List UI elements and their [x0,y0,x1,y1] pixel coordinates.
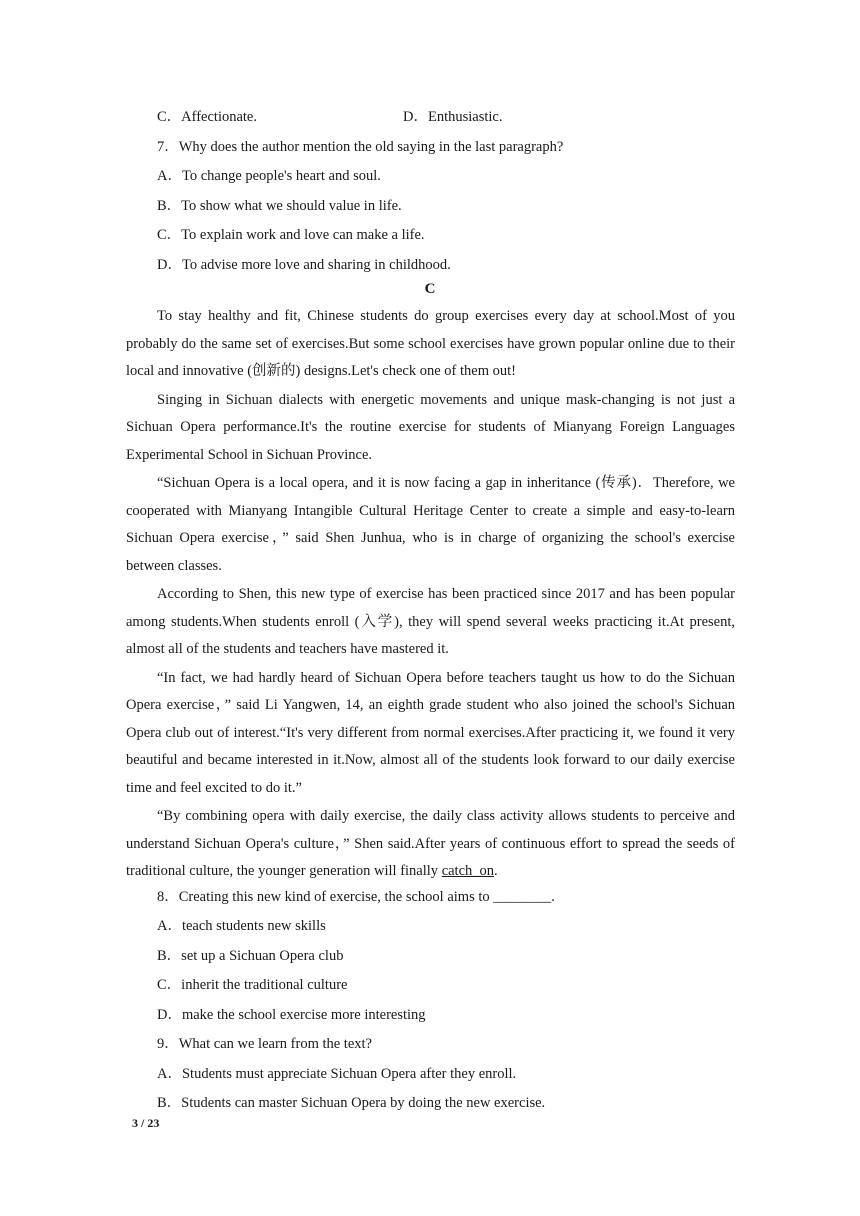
q7-option-d: D．To advise more love and sharing in childhood. [157,257,451,273]
q9-option-b: B．Students can master Sichuan Opera by doing the new exercise. [157,1095,546,1111]
q8-option-d: D．make the school exercise more interesting [157,1007,426,1023]
passage-paragraph-3: “Sichuan Opera is a local opera, and it is now facing a gap in inheritance (传承)．Therefore, we cooperated with Mianyang Intangible Cultural Heritage Center to create a simple and easy-to-learn Sichuan Opera exercise，” said Shen Junhua, who is in charge of organizing the school's exercise between classes. [126,475,735,574]
page-number: 3 / 23 [132,1116,160,1130]
q8-stem: 8．Creating this new kind of exercise, the school aims to ________. [157,889,555,905]
q7-option-a: A．To change people's heart and soul. [157,168,381,184]
passage-paragraph-1: To stay healthy and fit, Chinese students do group exercises every day at school.Most of you probably do the same set of exercises.But some school exercises have grown popular online due to their local and innovative (创新的) designs.Let's check one of them out! [126,308,735,379]
passage-paragraph-6-text: “By combining opera with daily exercise, the daily class activity allows students to perceive and understand Sichuan Opera's culture，” Shen said.After years of continuous effort to spread the seeds of traditional culture, the younger generation will finally [126,808,735,879]
underlined-phrase: catch_on [441,863,495,879]
passage-paragraph-2: Singing in Sichuan dialects with energetic movements and unique mask-changing is not just a Sichuan Opera performance.It's the routine exercise for students of Mianyang Foreign Languages Experimental School in Sichuan Province. [126,391,735,463]
passage-paragraph-6-end: . [494,863,498,879]
q6-option-c: C．Affectionate. [157,109,257,125]
q6-option-d: D．Enthusiastic. [403,109,503,125]
q9-stem: 9．What can we learn from the text? [157,1036,372,1052]
passage [126,303,735,886]
q8-option-a: A．teach students new skills [157,918,326,934]
section-heading: C [424,281,436,297]
passage-paragraph-4: According to Shen, this new type of exercise has been practiced since 2017 and has been popular among students.When students enroll (入学), they will spend several weeks practicing it.At present, almost all of the students and teachers have mastered it. [126,586,735,657]
passage-paragraph-6 [126,803,735,886]
q8-option-c: C．inherit the traditional culture [157,977,348,993]
q7-option-c: C．To explain work and love can make a life. [157,227,425,243]
q9-option-a: A．Students must appreciate Sichuan Opera after they enroll. [157,1066,517,1082]
passage-paragraph-5: “In fact, we had hardly heard of Sichuan Opera before teachers taught us how to do the Sichuan Opera exercise，” said Li Yangwen, 14, an eighth grade student who also joined the school's Sichuan Opera club out of interest.“It's very different from normal exercises.After practicing it, we found it very beautiful and became interested in it.Now, almost all of the students look forward to our daily exercise time and feel excited to do it.” [126,669,735,796]
q7-option-b: B．To show what we should value in life. [157,198,402,214]
q7-stem: 7．Why does the author mention the old saying in the last paragraph? [157,139,564,155]
q8-option-b: B．set up a Sichuan Opera club [157,948,344,964]
